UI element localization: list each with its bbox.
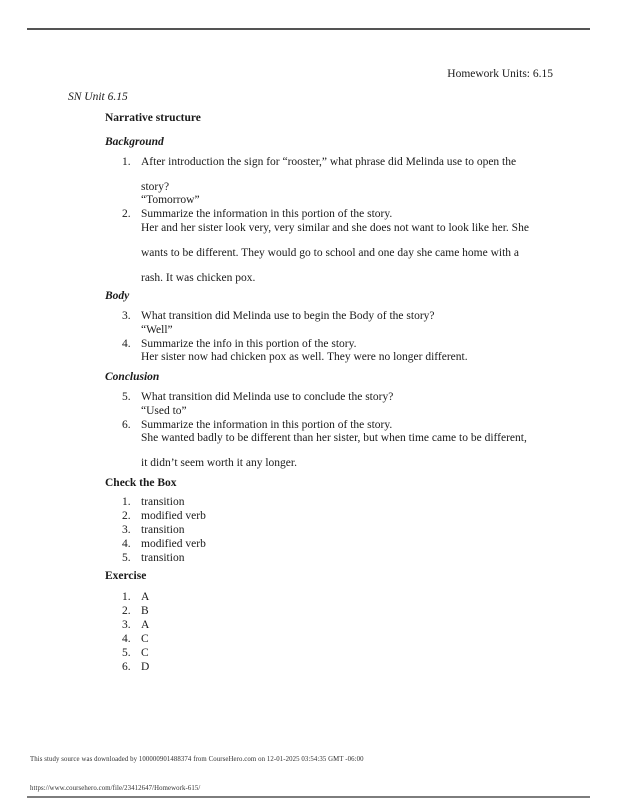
answer-line: “Tomorrow” bbox=[141, 194, 200, 206]
section-heading-background: Background bbox=[105, 135, 164, 148]
list-item-number: 3. bbox=[122, 310, 131, 322]
list-item bbox=[122, 538, 609, 552]
list-item-number: 2. bbox=[122, 604, 131, 617]
list-item-number: 3. bbox=[122, 523, 131, 536]
list-item bbox=[122, 419, 609, 471]
list-item-text bbox=[141, 633, 609, 647]
header-units-label: Homework Units: 6.15 bbox=[447, 68, 553, 80]
list-item bbox=[122, 338, 609, 365]
answer-line: B bbox=[141, 604, 149, 617]
bottom-divider bbox=[27, 796, 590, 798]
section-heading-body: Body bbox=[105, 290, 130, 302]
list-item-text bbox=[141, 338, 609, 365]
answer-line: modified verb bbox=[141, 537, 206, 550]
list-item-text bbox=[141, 661, 609, 675]
answer-line: C bbox=[141, 646, 149, 659]
list-item-number: 1. bbox=[122, 495, 131, 508]
list-item bbox=[122, 647, 609, 661]
list-item bbox=[122, 661, 609, 675]
list-item-text bbox=[141, 208, 609, 285]
answer-line: “Used to” bbox=[141, 404, 187, 417]
question-line: What transition did Melinda use to begin the Body of the story? bbox=[141, 310, 435, 322]
list-item-number: 2. bbox=[122, 509, 131, 522]
answer-line: wants to be different. They would go to school and one day she came home with a bbox=[141, 246, 520, 259]
list-item bbox=[122, 524, 609, 538]
list-item-text bbox=[141, 619, 609, 633]
list-item bbox=[122, 208, 609, 285]
list-item-number: 5. bbox=[122, 646, 131, 659]
list-item-number: 4. bbox=[122, 537, 131, 550]
list-item-text bbox=[141, 524, 609, 538]
answer-line: D bbox=[141, 660, 150, 673]
list-item-number: 6. bbox=[122, 418, 131, 431]
list-item-number: 6. bbox=[122, 660, 131, 673]
list-item-number: 3. bbox=[122, 618, 131, 631]
answer-line: Her and her sister look very, very similar and she does not want to look like her. She bbox=[141, 221, 529, 234]
list-item-text bbox=[141, 647, 609, 661]
answer-line: transition bbox=[141, 523, 185, 536]
list-item-number: 1. bbox=[122, 590, 131, 603]
list-item-number: 4. bbox=[122, 632, 131, 645]
list-item bbox=[122, 391, 609, 418]
answer-line: A bbox=[141, 590, 150, 603]
list-item bbox=[122, 633, 609, 647]
list-item-text bbox=[141, 310, 609, 337]
answer-line: transition bbox=[141, 551, 185, 564]
answer-line: it didn’t seem worth it any longer. bbox=[141, 457, 297, 469]
list-item-number: 5. bbox=[122, 391, 131, 403]
page-title: Narrative structure bbox=[105, 112, 201, 124]
list-item bbox=[122, 552, 609, 566]
document-content bbox=[0, 112, 609, 674]
question-line: Summarize the information in this portion of the story. bbox=[141, 208, 393, 220]
answer-line: transition bbox=[141, 495, 185, 508]
answer-line: rash. It was chicken pox. bbox=[141, 271, 256, 284]
question-line: Summarize the information in this portion of the story. bbox=[141, 418, 393, 431]
list-item-number: 2. bbox=[122, 208, 131, 220]
list-item bbox=[122, 605, 609, 619]
list-item-text bbox=[141, 156, 609, 208]
list-item bbox=[122, 496, 609, 510]
list-item-text bbox=[141, 510, 609, 524]
list-item-text bbox=[141, 591, 609, 605]
answer-line: “Well” bbox=[141, 323, 173, 336]
list-item bbox=[122, 156, 609, 208]
top-divider bbox=[27, 28, 590, 30]
source-url: https://www.coursehero.com/file/23412647/Homework-615/ bbox=[30, 785, 201, 792]
answer-line: modified verb bbox=[141, 509, 206, 522]
section-heading-check-the-box: Check the Box bbox=[105, 477, 177, 489]
list-item-text bbox=[141, 391, 609, 418]
doc-label: SN Unit 6.15 bbox=[68, 91, 128, 103]
list-item bbox=[122, 510, 609, 524]
answer-line: C bbox=[141, 632, 149, 645]
question-line: After introduction the sign for “rooster,” what phrase did Melinda use to open the bbox=[141, 155, 517, 168]
list-item-number: 4. bbox=[122, 337, 131, 350]
list-item-text bbox=[141, 419, 609, 471]
question-line: What transition did Melinda use to conclude the story? bbox=[141, 391, 394, 403]
list-item-number: 5. bbox=[122, 551, 131, 564]
list-item-number: 1. bbox=[122, 155, 131, 168]
answer-line: She wanted badly to be different than her sister, but when time came to be different, bbox=[141, 432, 527, 444]
question-line: Summarize the info in this portion of the story. bbox=[141, 337, 357, 350]
list-item-text bbox=[141, 496, 609, 510]
list-item bbox=[122, 619, 609, 633]
list-item bbox=[122, 310, 609, 337]
list-item bbox=[122, 591, 609, 605]
answer-line: Her sister now had chicken pox as well. They were no longer different. bbox=[141, 351, 468, 363]
list-item-text bbox=[141, 552, 609, 566]
section-heading-conclusion: Conclusion bbox=[105, 371, 160, 383]
list-item-text bbox=[141, 538, 609, 552]
section-heading-exercise: Exercise bbox=[105, 570, 147, 582]
list-item-text bbox=[141, 605, 609, 619]
download-note: This study source was downloaded by 100000901488374 from CourseHero.com on 12-01-2025 03:54:35 GMT -06:00 bbox=[30, 756, 364, 763]
answer-line: A bbox=[141, 618, 150, 631]
question-line: story? bbox=[141, 180, 170, 193]
